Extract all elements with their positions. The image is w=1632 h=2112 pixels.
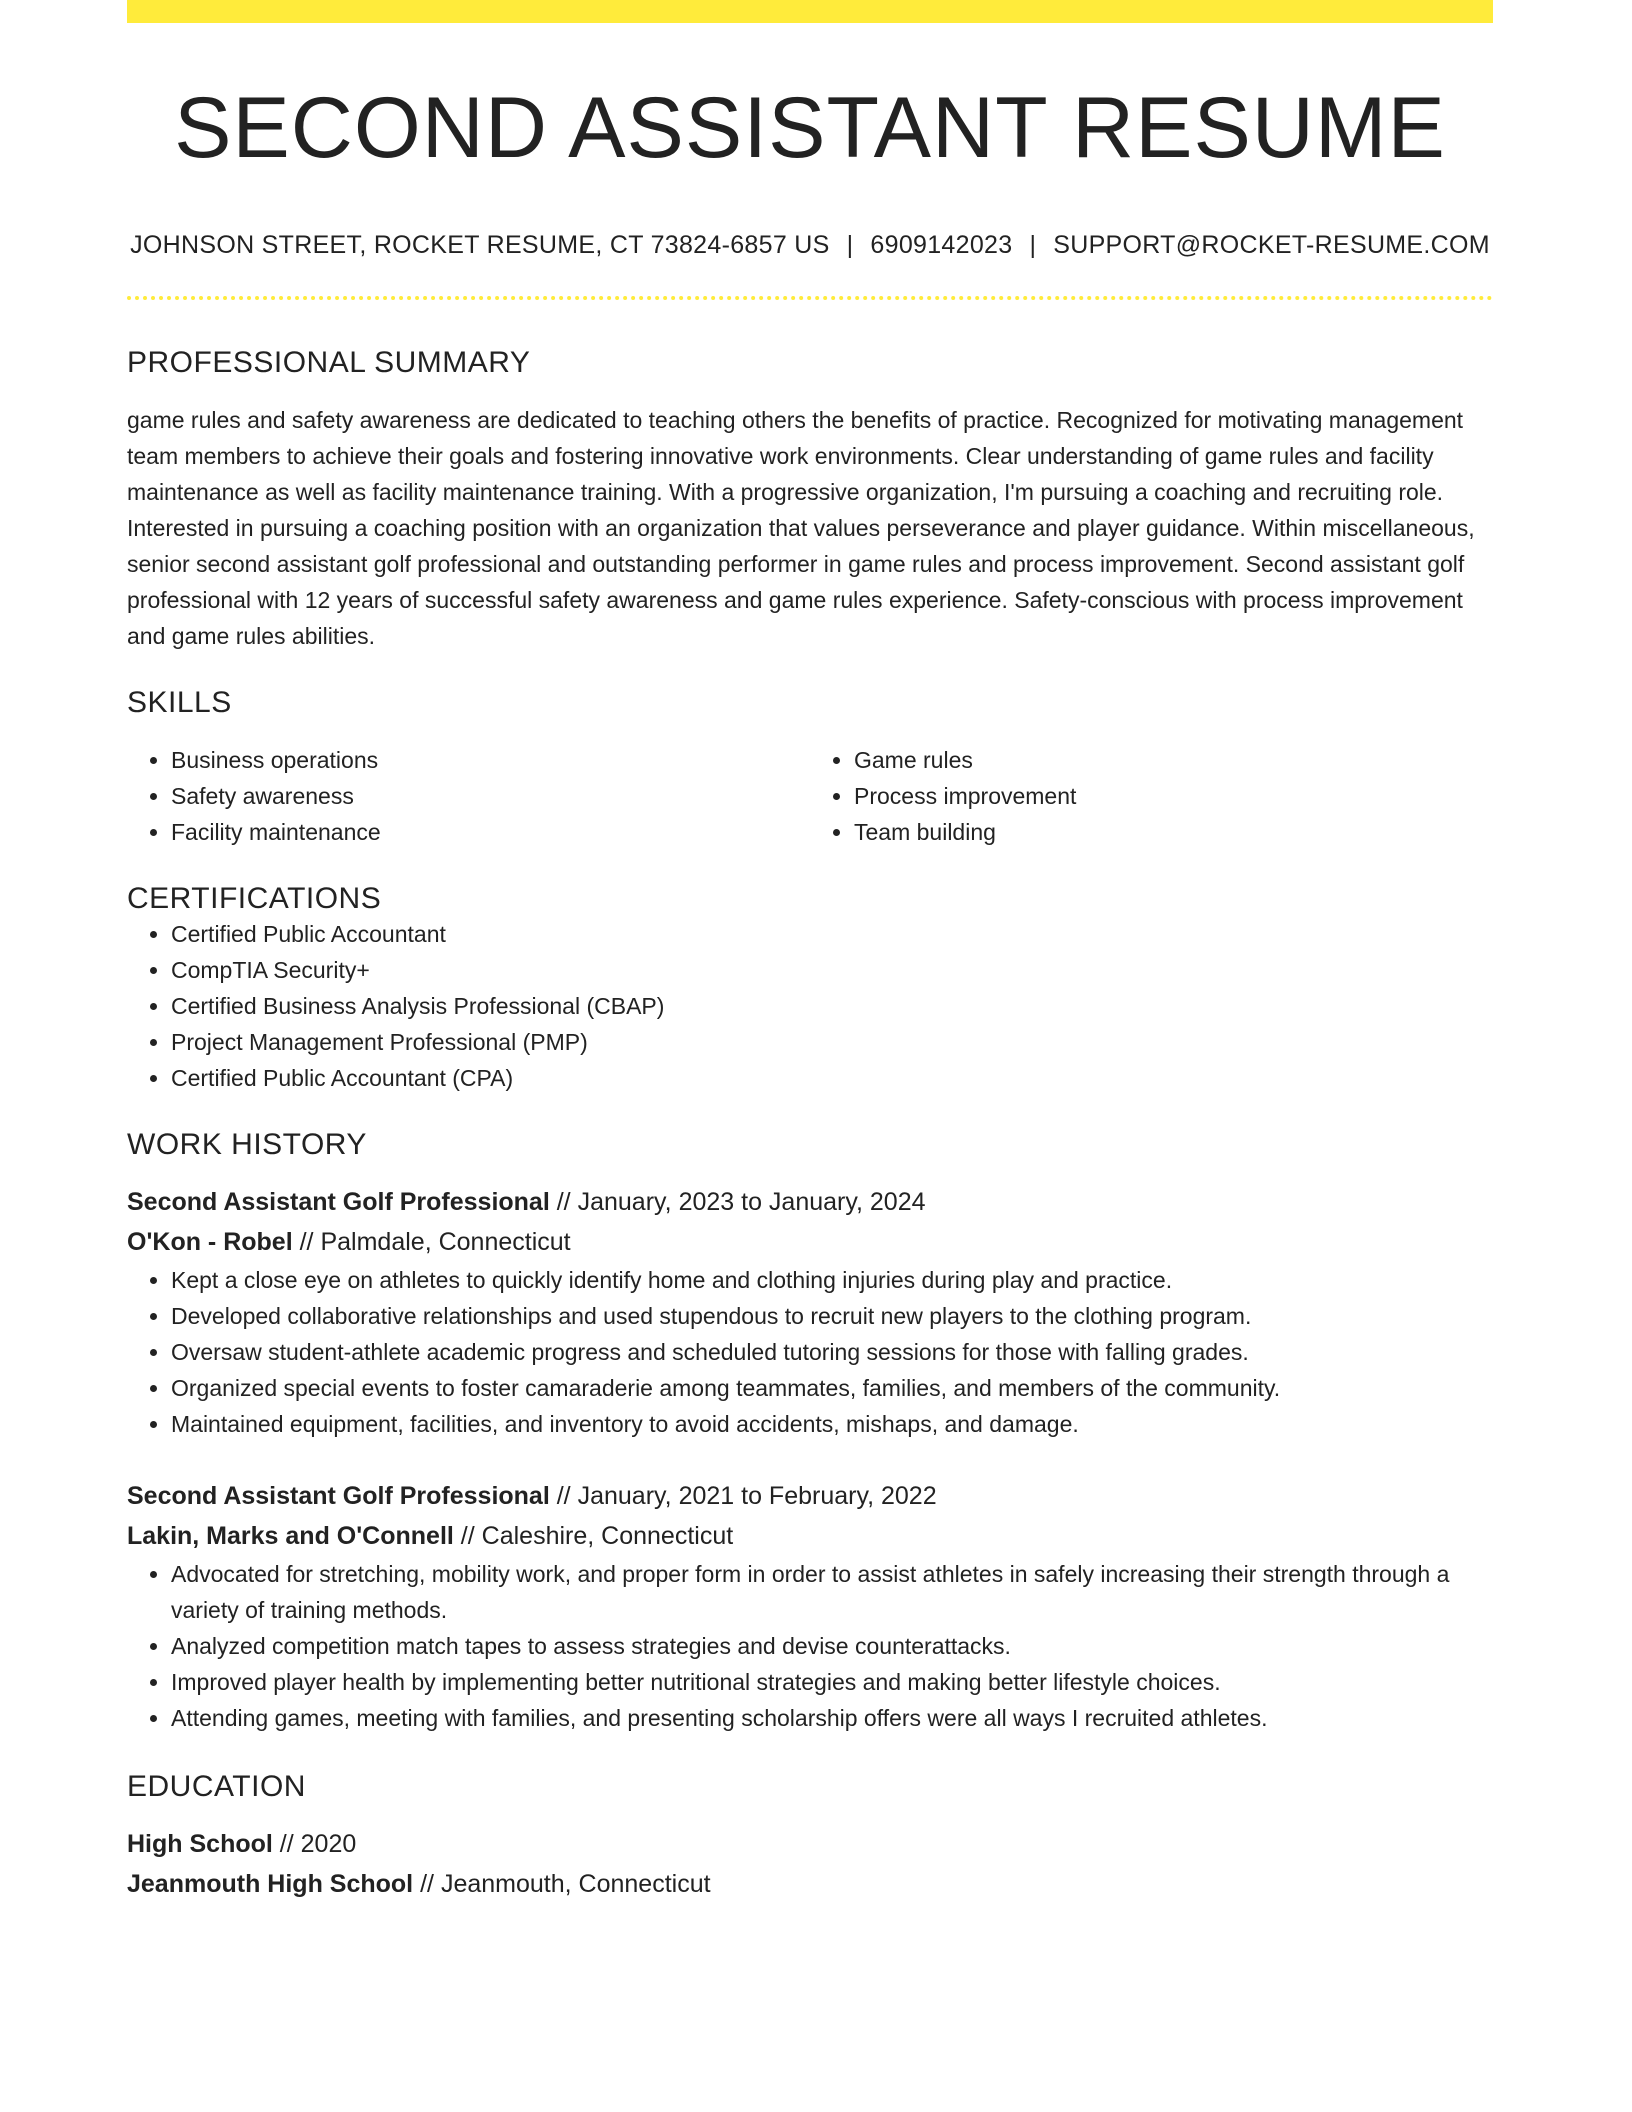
skill-item: • Business operations (171, 742, 810, 778)
skill-item: • Game rules (854, 742, 1493, 778)
skill-item: • Process improvement (854, 778, 1493, 814)
contact-address: JOHNSON STREET, ROCKET RESUME, CT 73824-6857 US (130, 231, 830, 260)
job-role: Second Assistant Golf Professional (127, 1188, 550, 1217)
certifications-list (127, 916, 1493, 1096)
contact-line (127, 231, 1493, 260)
job-bullet: • Organized special events to foster camaraderie among teammates, families, and members of the community. (171, 1370, 1493, 1406)
delimiter: // (556, 1482, 571, 1511)
job-dates: January, 2021 to February, 2022 (577, 1482, 937, 1511)
job-bullet: • Oversaw student-athlete academic progress and scheduled tutoring sessions for those with falling grades. (171, 1334, 1493, 1370)
certification-item: • Certified Public Accountant (CPA) (171, 1060, 1493, 1096)
contact-email: SUPPORT@ROCKET-RESUME.COM (1053, 231, 1490, 260)
job-dates: January, 2023 to January, 2024 (577, 1188, 926, 1217)
education-heading: EDUCATION (127, 1770, 306, 1804)
education-school: Jeanmouth High School (127, 1870, 414, 1899)
skill-item: • Team building (854, 814, 1493, 850)
work-history-heading: WORK HISTORY (127, 1128, 367, 1162)
delimiter: // (279, 1830, 294, 1859)
job-role-line (127, 1182, 1493, 1222)
education-degree: High School (127, 1830, 273, 1859)
job-role: Second Assistant Golf Professional (127, 1482, 550, 1511)
job-company: O'Kon - Robel (127, 1228, 293, 1257)
top-accent-bar (127, 0, 1493, 23)
job-role-line (127, 1476, 1493, 1516)
job-bullet: • Advocated for stretching, mobility work, and proper form in order to assist athletes in safely increasing their strength through a variety of training methods. (171, 1556, 1493, 1628)
skills-list (127, 742, 1493, 850)
job-bullets (127, 1556, 1493, 1736)
delimiter: // (460, 1522, 475, 1551)
job-bullet: • Kept a close eye on athletes to quickly identify home and clothing injuries during play and practice. (171, 1262, 1493, 1298)
contact-separator: | (1029, 231, 1037, 260)
education-degree-line (127, 1824, 1493, 1864)
education-year: 2020 (300, 1830, 357, 1859)
certification-item: • CompTIA Security+ (171, 952, 1493, 988)
summary-text: game rules and safety awareness are dedicated to teaching others the benefits of practice. Recognized for motivating management team members to achieve their goals and fostering innovative work environments. Clear understanding of game rules and facility maintenance as well as facility maintenance training. With a progressive organization, I'm pursuing a coaching and recruiting role. Interested in pursuing a coaching position with an organization that values perseverance and player guidance. Within miscellaneous, senior second assistant golf professional and outstanding performer in game rules and process improvement. Second assistant golf professional with 12 years of successful safety awareness and game rules experience. Safety-conscious with process improvement and game rules abilities. (127, 407, 1475, 650)
skills-column-right (810, 742, 1493, 850)
job-bullet: • Improved player health by implementing better nutritional strategies and making better lifestyle choices. (171, 1664, 1493, 1700)
job-company-line (127, 1222, 1493, 1262)
skill-item: • Safety awareness (171, 778, 810, 814)
resume-page (127, 0, 1493, 1904)
delimiter: // (299, 1228, 314, 1257)
skills-heading: SKILLS (127, 686, 232, 720)
summary-heading: PROFESSIONAL SUMMARY (127, 346, 531, 380)
job-bullet: • Maintained equipment, facilities, and inventory to avoid accidents, mishaps, and damage. (171, 1406, 1493, 1442)
job-bullets (127, 1262, 1493, 1442)
job-location: Caleshire, Connecticut (481, 1522, 734, 1551)
delimiter: // (556, 1188, 571, 1217)
contact-separator: | (846, 231, 854, 260)
dotted-divider (127, 296, 1493, 300)
education-school-line (127, 1864, 1493, 1904)
job-company: Lakin, Marks and O'Connell (127, 1522, 454, 1551)
job-company-line (127, 1516, 1493, 1556)
certifications-heading: CERTIFICATIONS (127, 882, 382, 916)
job-bullet: • Developed collaborative relationships and used stupendous to recruit new players to the clothing program. (171, 1298, 1493, 1334)
job-bullet: • Analyzed competition match tapes to assess strategies and devise counterattacks. (171, 1628, 1493, 1664)
certification-item: • Certified Business Analysis Professional (CBAP) (171, 988, 1493, 1024)
delimiter: // (420, 1870, 434, 1899)
job-location: Palmdale, Connecticut (320, 1228, 571, 1257)
skill-item: • Facility maintenance (171, 814, 810, 850)
job-bullet: • Attending games, meeting with families, and presenting scholarship offers were all ways I recruited athletes. (171, 1700, 1493, 1736)
certification-item: • Project Management Professional (PMP) (171, 1024, 1493, 1060)
resume-title: SECOND ASSISTANT RESUME (174, 80, 1446, 176)
contact-phone: 6909142023 (870, 231, 1013, 260)
skills-column-left (127, 742, 810, 850)
certification-item: • Certified Public Accountant (171, 916, 1493, 952)
education-location: Jeanmouth, Connecticut (440, 1870, 711, 1899)
